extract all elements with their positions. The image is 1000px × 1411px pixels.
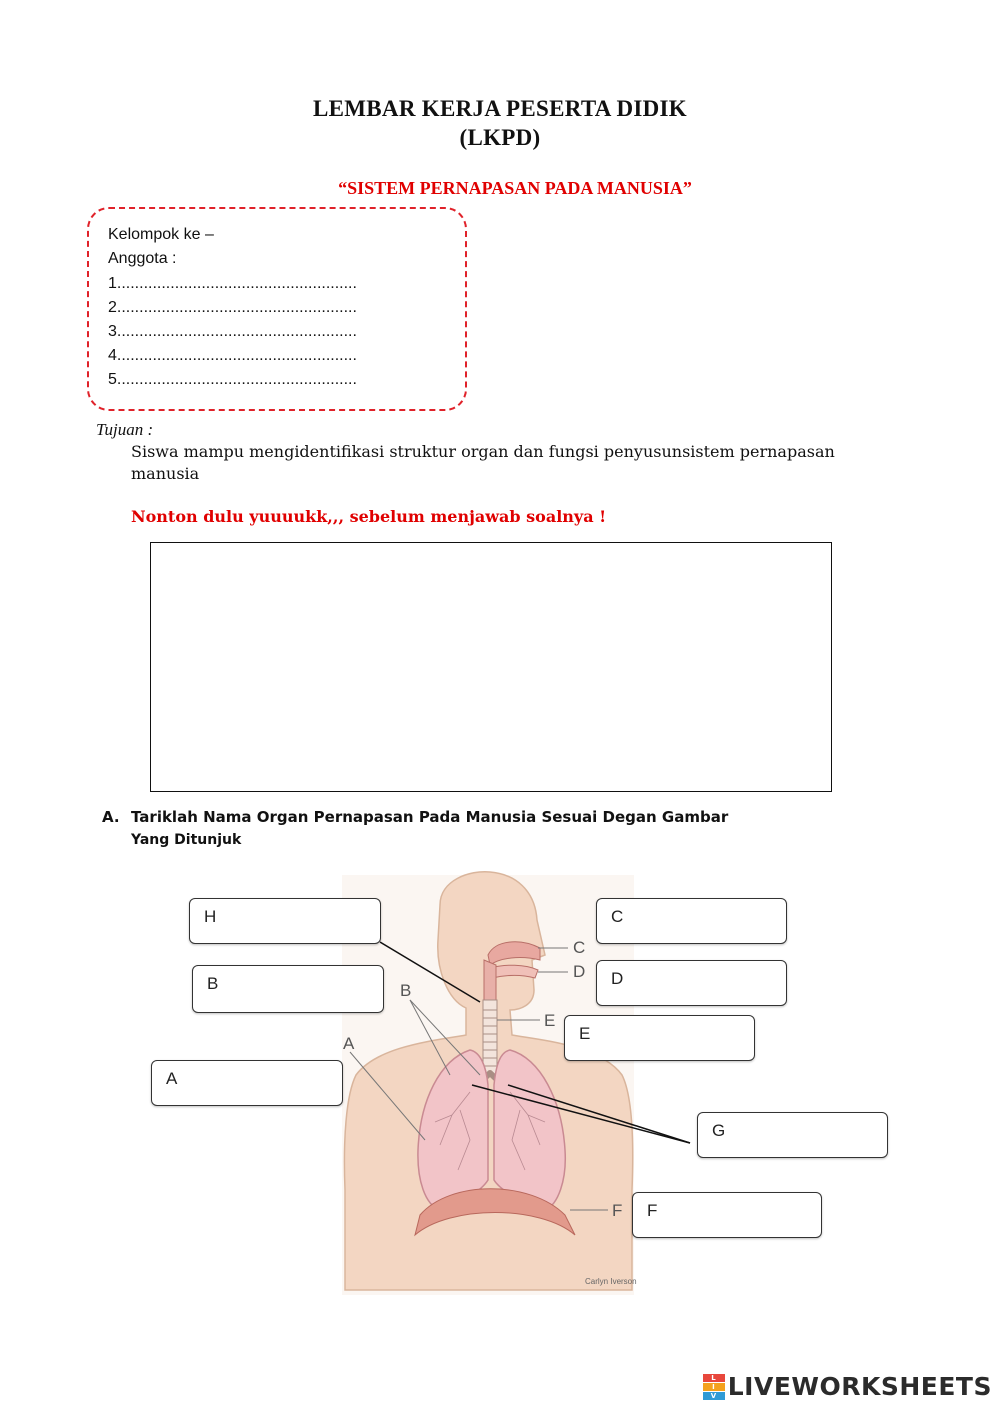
brand-name: LIVEWORKSHEETS bbox=[727, 1372, 992, 1401]
page-title-line1: LEMBAR KERJA PESERTA DIDIK bbox=[313, 96, 687, 121]
question-instruction-line1: Tariklah Nama Organ Pernapasan Pada Manusia Sesuai Degan Gambar bbox=[131, 808, 729, 826]
question-letter: A. bbox=[102, 808, 120, 826]
diagram-label-c: C bbox=[573, 938, 586, 957]
video-prompt: Nonton dulu yuuuukk,,, sebelum menjawab soalnya ! bbox=[131, 507, 607, 526]
answer-box-e[interactable]: E bbox=[564, 1015, 755, 1061]
objective-text: Siswa mampu mengidentifikasi struktur organ dan fungsi penyusunsistem pernapasan manusia bbox=[131, 442, 835, 483]
group-number-label: Kelompok ke – bbox=[108, 226, 214, 243]
trachea bbox=[483, 1000, 497, 1075]
diagram-label-a: A bbox=[343, 1034, 355, 1053]
members-label: Anggota : bbox=[108, 250, 177, 267]
answer-box-h[interactable]: H bbox=[189, 898, 381, 944]
answer-box-a[interactable]: A bbox=[151, 1060, 343, 1106]
diagram-label-f: F bbox=[612, 1201, 623, 1220]
diagram-label-b: B bbox=[400, 981, 412, 1000]
answer-box-c[interactable]: C bbox=[596, 898, 787, 944]
video-embed-box[interactable] bbox=[150, 542, 832, 792]
diagram-credit: Carlyn Iverson bbox=[585, 1277, 637, 1286]
page-subtitle: “SISTEM PERNAPASAN PADA MANUSIA” bbox=[338, 178, 692, 198]
diagram-label-d: D bbox=[573, 962, 586, 981]
answer-box-d[interactable]: D bbox=[596, 960, 787, 1006]
page-title-line2: (LKPD) bbox=[459, 125, 541, 150]
member-line-5: 5...................................................... bbox=[108, 371, 357, 388]
member-line-1: 1...................................................... bbox=[108, 275, 357, 292]
pharynx bbox=[484, 960, 496, 1005]
respiratory-system-diagram bbox=[0, 860, 1000, 1300]
objective-label: Tujuan : bbox=[96, 420, 154, 439]
liveworksheets-brand[interactable] bbox=[703, 1372, 992, 1401]
diagram-label-e: E bbox=[544, 1011, 556, 1030]
member-line-3: 3...................................................... bbox=[108, 323, 357, 340]
answer-box-b[interactable]: B bbox=[192, 965, 384, 1013]
answer-box-g[interactable]: G bbox=[697, 1112, 888, 1158]
answer-box-f[interactable]: F bbox=[632, 1192, 822, 1238]
member-line-4: 4...................................................... bbox=[108, 347, 357, 364]
member-line-2: 2...................................................... bbox=[108, 299, 357, 316]
question-instruction-line2: Yang Ditunjuk bbox=[131, 832, 242, 848]
liveworksheets-logo-icon: L I V bbox=[703, 1374, 725, 1400]
